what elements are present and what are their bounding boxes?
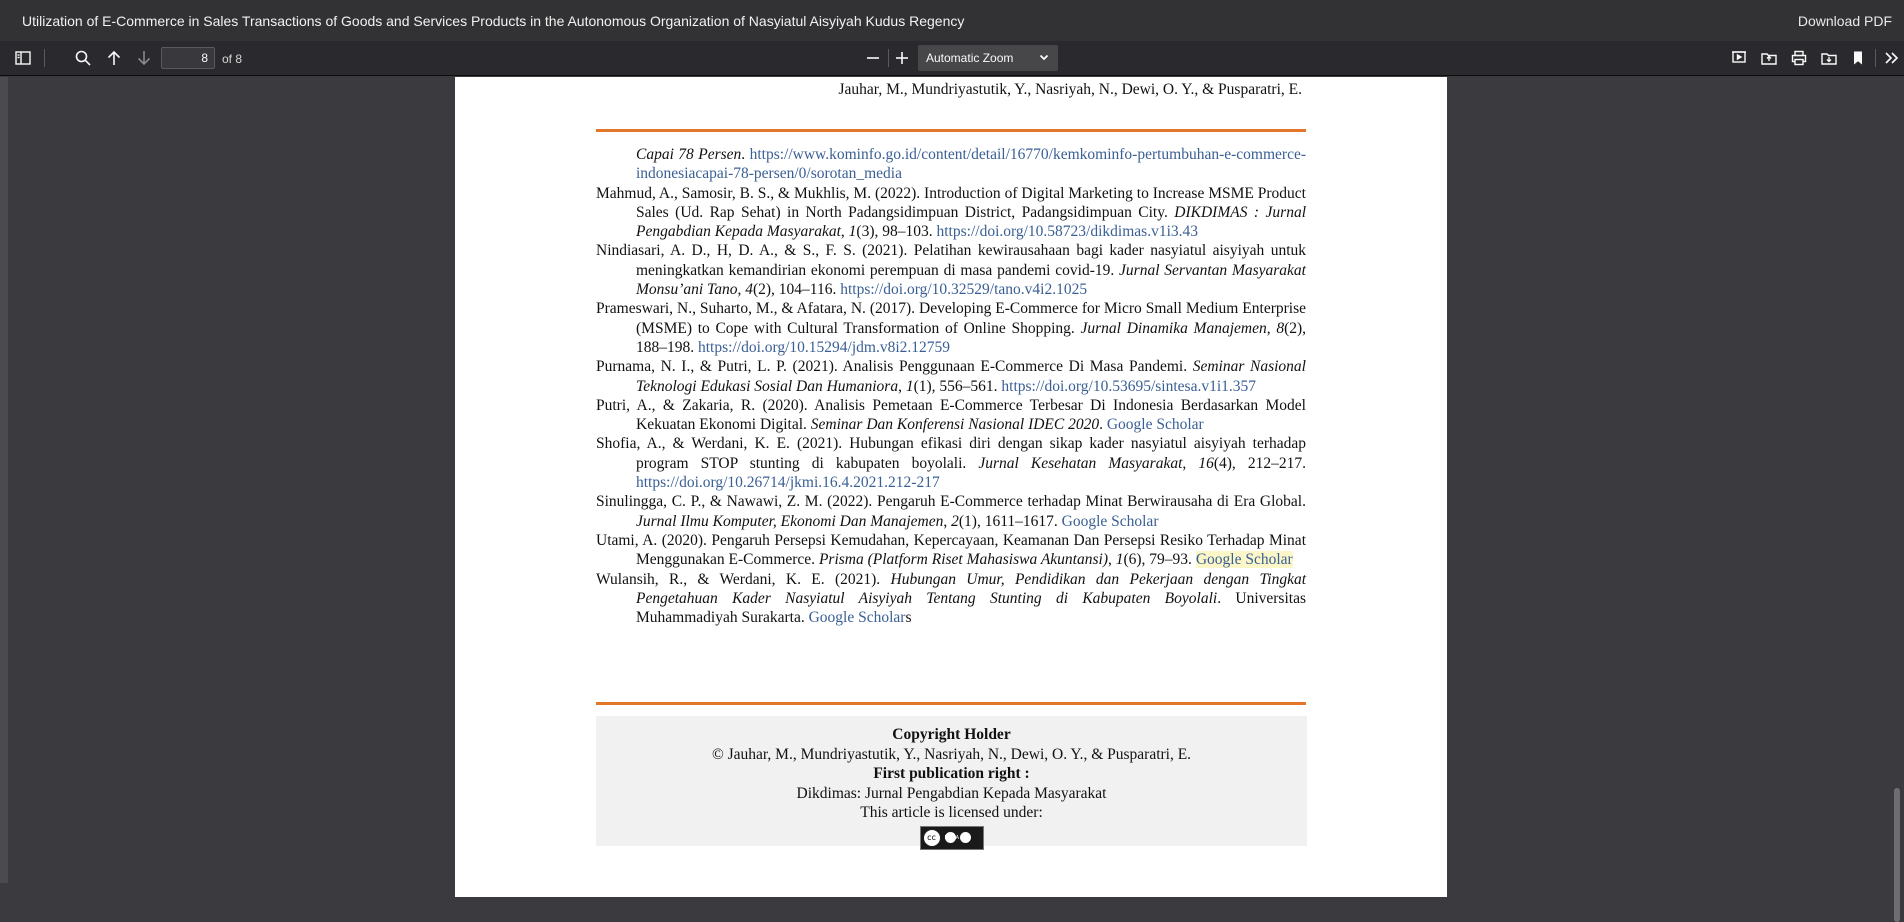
share-alike-icon [960, 832, 971, 843]
presentation-mode-icon[interactable] [1726, 45, 1752, 71]
header-rule [596, 129, 1306, 132]
copyright-holders: © Jauhar, M., Mundriyastutik, Y., Nasriyah, N., Dewi, O. Y., & Pusparatri, E. [711, 745, 1192, 763]
zoom-in-icon[interactable] [889, 45, 915, 71]
bookmark-icon[interactable] [1845, 45, 1871, 71]
reference-link[interactable]: https://doi.org/10.26714/jkmi.16.4.2021.212-217 [636, 474, 940, 492]
journal-name: Dikdimas: Jurnal Pengabdian Kepada Masyarakat [796, 784, 1107, 802]
reference-item: Sinulingga, C. P., & Nawawi, Z. M. (2022). Pengaruh E-Commerce terhadap Minat Berwirausaha di Era Global. Jurnal Ilmu Komputer, Ekonomi Dan Manajemen, 2(1), 1611–1617. Google Scholar [596, 493, 1306, 530]
open-file-icon[interactable] [1756, 45, 1782, 71]
reference-item: Wulansih, R., & Werdani, K. E. (2021). Hubungan Umur, Pendidikan dan Pekerjaan dengan Tingkat Pengetahuan Kader Nasyiatul Aisyiyah Tentang Stunting di Kabupaten Boyolali. Universitas Muhammadiyah Surakarta. Google Scholars [596, 570, 1306, 627]
chevron-down-icon [1038, 51, 1050, 63]
reference-item: Purnama, N. I., & Putri, L. P. (2021). Analisis Penggunaan E-Commerce Di Masa Pandemi. Seminar Nasional Teknologi Edukasi Sosial Dan Humaniora, 1(1), 556–561. https://doi.org/10.53695/sintesa.v1i1.357 [596, 358, 1306, 395]
reference-link[interactable]: https://doi.org/10.32529/tano.v4i2.1025 [840, 281, 1088, 299]
reference-item: Capai 78 Persen. https://www.kominfo.go.id/content/detail/16770/kemkominfo-pertumbuhan-e-commerce-indonesiacapai-78-persen/0/sorotan_media [636, 146, 1307, 183]
search-icon[interactable] [70, 45, 96, 71]
sidebar-edge [0, 77, 8, 883]
zoom-select[interactable] [918, 45, 1058, 71]
reference-item: Utami, A. (2020). Pengaruh Persepsi Kemudahan, Kepercayaan, Keamanan Dan Persepsi Resiko Terhadap Minat Menggunakan E-Commerce. Prisma (Platform Riset Mahasiswa Akuntansi), 1(6), 79–93. Google Scholar [596, 531, 1306, 569]
pdf-viewer[interactable] [0, 77, 1904, 883]
pdf-page [455, 77, 1447, 897]
running-header-authors: Jauhar, M., Mundriyastutik, Y., Nasriyah, N., Dewi, O. Y., & Pusparatri, E. [838, 81, 1302, 98]
scrollbar-thumb[interactable] [1894, 788, 1900, 922]
google-scholar-link[interactable]: Google Scholar [1106, 416, 1204, 434]
download-pdf-button[interactable]: Download PDF [1797, 12, 1892, 29]
print-icon[interactable] [1786, 45, 1812, 71]
toolbar-separator [1875, 49, 1876, 67]
creative-commons-license-badge[interactable] [920, 826, 984, 850]
reference-item: Mahmud, A., Samosir, B. S., & Mukhlis, M. (2022). Introduction of Digital Marketing to Increase MSME Product Sales (Ud. Rap Sehat) in North Padangsidimpuan District, Padangsidimpuan City. DIKDIMAS : Jurnal Pengabdian Kepada Masyarakat, 1(3), 98–103. https://doi.org/10.58723/dikdimas.v1i3.43 [596, 184, 1306, 241]
page-number-input[interactable] [161, 47, 215, 69]
zoom-out-icon[interactable] [860, 45, 886, 71]
pdf-toolbar [0, 41, 1904, 76]
document-title: Utilization of E-Commerce in Sales Transactions of Goods and Services Products in the Autonomous Organization of Nasyiatul Aisyiyah Kudus Regency [22, 12, 965, 29]
reference-list [596, 145, 1306, 627]
reference-link[interactable]: https://www.kominfo.go.id/content/detail/16770/kemkominfo-pertumbuhan-e-commerce-indonesiacapai-78-persen/0/sorotan_media [636, 146, 1307, 183]
copyright-heading: Copyright Holder [892, 726, 1011, 743]
reference-item: Nindiasari, A. D., H, D. A., & S., F. S. (2021). Pelatihan kewirausahaan bagi kader nasyiatul aisyiyah untuk meningkatkan kemandirian ekonomi perempuan di masa pandemi covid-19. Jurnal Servantan Masyarakat Monsu’ani Tano, 4(2), 104–116. https://doi.org/10.32529/tano.v4i2.1025 [596, 242, 1306, 299]
license-badge-text: BY SA [944, 835, 959, 841]
reference-item: Shofia, A., & Werdani, K. E. (2021). Hubungan efikasi diri dengan sikap kader nasyiatul aisyiyah terhadap program STOP stunting di kabupaten boyolali. Jurnal Kesehatan Masyarakat, 16(4), 212–217. https://doi.org/10.26714/jkmi.16.4.2021.212-217 [596, 435, 1306, 492]
previous-page-icon[interactable] [101, 45, 127, 71]
tools-menu-icon[interactable] [1878, 45, 1904, 71]
first-publication-heading: First publication right : [873, 765, 1030, 782]
title-bar [0, 0, 1904, 41]
copyright-box [596, 716, 1307, 846]
next-page-icon[interactable] [131, 45, 157, 71]
toolbar-separator [44, 49, 45, 67]
save-icon[interactable] [1816, 45, 1842, 71]
sidebar-toggle-icon[interactable] [10, 45, 36, 71]
reference-link[interactable]: https://doi.org/10.58723/dikdimas.v1i3.43 [936, 223, 1199, 241]
license-text: This article is licensed under: [860, 804, 1043, 821]
footer-rule [596, 702, 1306, 705]
reference-item: Prameswari, N., Suharto, M., & Afatara, N. (2017). Developing E-Commerce for Micro Small Medium Enterprise (MSME) to Cope with Cultural Transformation of Online Shopping. Jurnal Dinamika Manajemen, 8(2), 188–198. https://doi.org/10.15294/jdm.v8i2.12759 [596, 300, 1307, 356]
reference-link[interactable]: https://doi.org/10.15294/jdm.v8i2.12759 [698, 338, 951, 356]
google-scholar-link[interactable]: Google Scholar [1061, 512, 1159, 530]
reference-link[interactable]: https://doi.org/10.53695/sintesa.v1i1.357 [1001, 377, 1257, 395]
google-scholar-link[interactable]: Google Scholar [808, 609, 906, 627]
reference-item: Putri, A., & Zakaria, R. (2020). Analisis Pemetaan E-Commerce Terbesar Di Indonesia Berdasarkan Model Kekuatan Ekonomi Digital. Seminar Dan Konferensi Nasional IDEC 2020. Google Scholar [596, 396, 1306, 434]
cc-icon: cc [923, 829, 941, 847]
page-count-label: of 8 [222, 52, 243, 66]
google-scholar-link[interactable]: Google Scholar [1195, 551, 1293, 569]
zoom-select-value: Automatic Zoom [926, 51, 1014, 65]
